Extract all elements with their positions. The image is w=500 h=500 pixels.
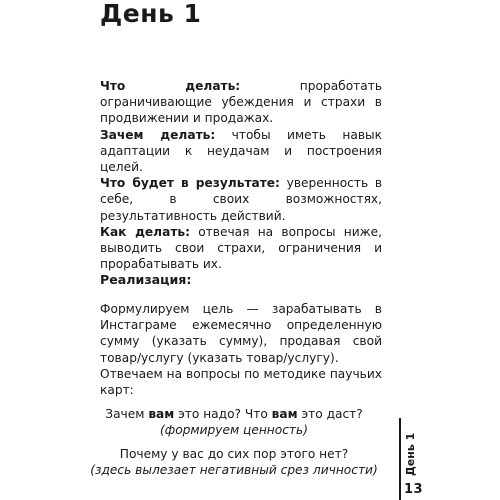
question-1-note: (формируем ценность) — [160, 423, 308, 437]
method-paragraph: Отвечаем на вопросы по методике паучьих карт: — [100, 366, 382, 398]
page-title: День 1 — [100, 0, 202, 28]
how-text: отвечая на вопросы ниже, выводить свои страхи, ограничения и прорабатывать их. — [100, 224, 382, 272]
how-paragraph — [100, 224, 382, 273]
q1-bold2: вам — [271, 407, 298, 421]
question-2-note: (здесь вылезает негативный срез личности) — [90, 463, 378, 477]
realization-block — [100, 301, 382, 398]
section-heading-realization: Реализация: — [100, 272, 192, 287]
intro-block — [100, 78, 382, 272]
question-2-text: Почему у вас до сих пор этого нет? — [119, 447, 349, 461]
side-divider — [399, 418, 401, 500]
why-label: Зачем делать: — [100, 127, 216, 142]
page-number: 13 — [404, 482, 424, 497]
why-paragraph — [100, 127, 382, 176]
result-text: уверенность в себе, в своих возможностях, результативность действий. — [100, 176, 382, 223]
question-2 — [84, 446, 384, 478]
what-paragraph — [100, 78, 382, 127]
goal-paragraph: Формулируем цель — зарабатывать в Инстаграме ежемесячно определенную сумму (указать сумму), продавая свой товар/услугу (указать товар/услугу). — [100, 302, 382, 365]
q1-part2: это надо? Что — [174, 407, 272, 421]
how-label: Как делать: — [100, 224, 190, 239]
what-label: Что делать: — [100, 79, 241, 93]
q1-part1: Зачем — [105, 407, 149, 421]
what-text: проработать ограничивающие убеждения и страхи в продвижении и продажах. — [100, 79, 382, 126]
question-1-text — [84, 406, 384, 422]
question-1 — [84, 406, 384, 438]
result-paragraph — [100, 175, 382, 224]
q1-part3: это даст? — [297, 407, 363, 421]
side-chapter-label: День 1 — [404, 432, 417, 476]
q1-bold1: вам — [148, 407, 175, 421]
why-text: чтобы иметь навык адаптации к неудачам и построения целей. — [100, 127, 382, 175]
result-label: Что будет в результате: — [100, 176, 280, 191]
